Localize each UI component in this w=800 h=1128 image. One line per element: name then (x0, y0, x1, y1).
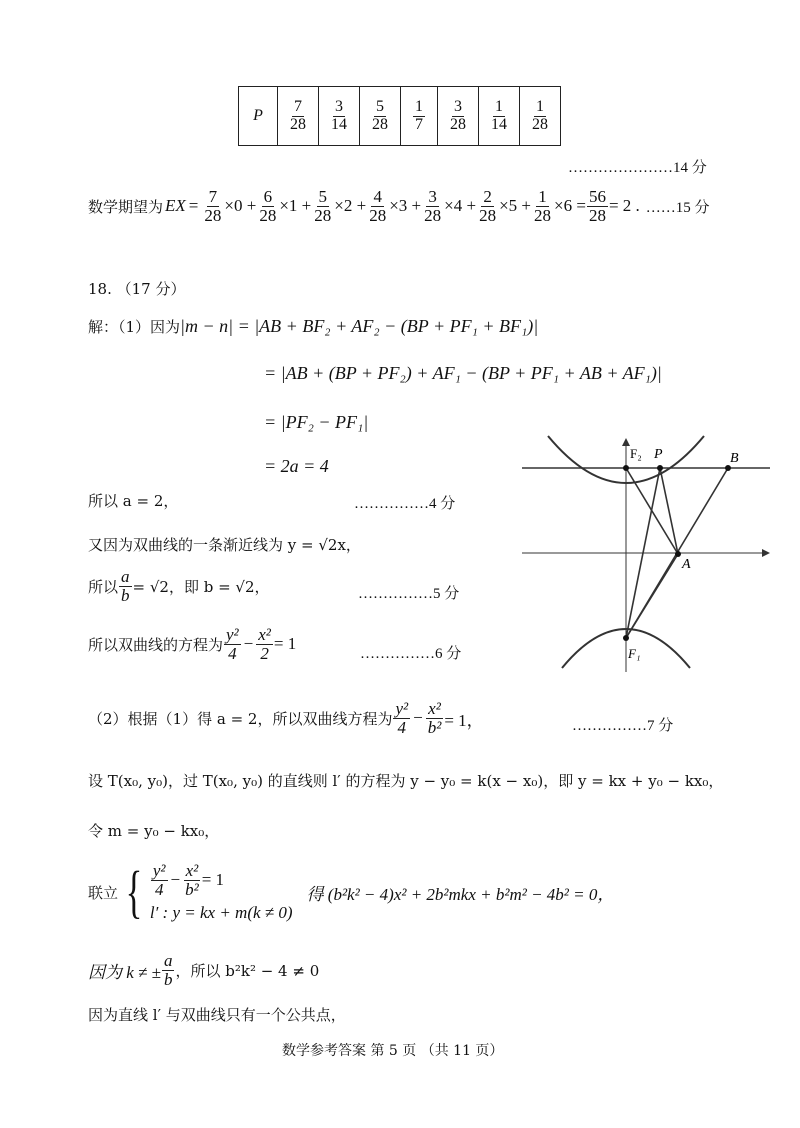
hyperbola-diagram (518, 428, 774, 676)
term-fraction: $\frac{4}{28}$ (369, 187, 387, 225)
line-a: 所以 a = 2， (88, 492, 179, 510)
term-op: ×0 + (224, 196, 257, 216)
point-p (657, 465, 663, 471)
line-k-prefix: 因为 k ≠ ± (88, 962, 161, 982)
table-cell: $\frac{1}{7}$ (401, 87, 438, 146)
table-row (239, 87, 561, 146)
label-a: A (682, 557, 691, 572)
fraction-x2-over-b2: $\frac{\text{x²}}{\text{b²}}$ (185, 861, 199, 899)
part2-prefix: （2）根据（1）得 a = 2，所以双曲线方程为 (88, 709, 393, 728)
segment-p-a (660, 468, 678, 554)
question-heading: 18. （17 分） (88, 280, 186, 298)
score-14: …………………14 分 (568, 160, 707, 176)
term-op: ×2 + (334, 196, 367, 216)
part2-line (88, 700, 484, 737)
system-eq-1 (150, 862, 293, 899)
label-p: P (654, 447, 663, 462)
line-equation-prefix: 所以双曲线的方程为 (88, 635, 224, 654)
line-equation (88, 626, 296, 663)
score-15: ……15 分 (645, 199, 710, 216)
table-cell: $\frac{1}{14}$ (479, 87, 520, 146)
term-fraction: $\frac{56}{28}$ (588, 187, 606, 225)
line-b (88, 568, 270, 605)
line-k (88, 952, 319, 989)
fraction-y2-over-4: $\frac{\text{y²}}{4}$ (152, 861, 166, 899)
score-7: ……………7 分 (572, 718, 674, 734)
term-op: ×5 + (499, 196, 532, 216)
term-fraction: $\frac{2}{28}$ (479, 187, 497, 225)
line-asymptote: 又因为双曲线的一条渐近线为 y = √2x， (88, 536, 361, 554)
fraction-a-over-b: $\frac{a}{b}$ (163, 951, 173, 989)
line-last: 因为直线 l′ 与双曲线只有一个公共点， (88, 1006, 346, 1024)
line-equation-suffix: = 1 (273, 634, 297, 654)
system-block (88, 859, 615, 925)
line-m: 令 m = y₀ − kx₀， (88, 822, 220, 840)
expectation-prefix: 数学期望为 (88, 197, 164, 216)
equation-2: = |AB + (BP + PF₂) + AF₁ − (BP + PF₁ + AB + AF₁)| (264, 363, 662, 383)
system-result (307, 880, 615, 905)
fraction-x2-over-b2: $\frac{\text{x²}}{\text{b²}}$ (427, 699, 442, 737)
point-f2 (623, 465, 629, 471)
part1-intro: 解：（1）因为 (88, 318, 181, 336)
equals-sign: = (188, 196, 199, 216)
term-fraction: $\frac{5}{28}$ (314, 187, 332, 225)
system-eq-2: l′ : y = kx + m(k ≠ 0) (149, 902, 293, 922)
system-equations (150, 862, 293, 923)
term-fraction: $\frac{3}{28}$ (424, 187, 442, 225)
fraction-y2-over-4: $\frac{\text{y²}}{4}$ (395, 699, 409, 737)
label-f2: F₂ (630, 446, 642, 461)
minus-sign: − (243, 634, 254, 654)
line-b-suffix: = √2，即 b = √2， (132, 577, 270, 596)
term-op: = 2 . (608, 196, 640, 216)
score-4: ……………4 分 (354, 496, 456, 512)
y-axis-arrow (622, 438, 630, 446)
term-op: ×1 + (279, 196, 312, 216)
equation-3: = |PF₂ − PF₁| (264, 412, 369, 432)
table-cell: $\frac{1}{28}$ (520, 87, 561, 146)
fraction-a-over-b: $\frac{a}{b}$ (121, 567, 130, 605)
label-b: B (730, 451, 739, 466)
term-fraction: $\frac{7}{28}$ (204, 187, 222, 225)
line-b-prefix: 所以 (88, 577, 119, 596)
left-brace: { (125, 859, 143, 925)
table-cell: $\frac{5}{28}$ (360, 87, 401, 146)
system-label: 联立 (88, 883, 119, 902)
equation-1: |m − n| = |AB + BF₂ + AF₂ − (BP + PF₁ + BF₁)| (180, 316, 539, 336)
minus-sign: − (413, 708, 423, 728)
point-a (675, 551, 681, 557)
system-eq-1-suffix: = 1 (201, 870, 225, 890)
minus-sign: − (170, 870, 181, 890)
table-label: P (239, 87, 278, 146)
probability-table (238, 86, 561, 146)
line-t: 设 T(x₀, y₀)，过 T(x₀, y₀) 的直线则 l′ 的方程为 y − y₀ = k(x − x₀)，即 y = kx + y₀ − kx₀， (88, 772, 724, 790)
term-op: ×4 + (444, 196, 477, 216)
term-fraction: $\frac{6}{28}$ (259, 187, 277, 225)
equation-4: = 2a = 4 (264, 456, 329, 476)
table-cell: $\frac{7}{28}$ (278, 87, 319, 146)
expectation-symbol: EX (165, 196, 186, 216)
system-result-text: 得 (b²k² − 4)x² + 2b²mkx + b²m² − 4b² = 0， (306, 884, 615, 904)
score-6: ……………6 分 (360, 646, 462, 662)
eq-line-1 (88, 316, 538, 337)
table-cell: $\frac{3}{14}$ (319, 87, 360, 146)
fraction-y2-over-4: $\frac{\text{y²}}{4}$ (226, 625, 239, 663)
term-fraction: $\frac{1}{28}$ (534, 187, 552, 225)
x-axis-arrow (762, 549, 770, 557)
part2-suffix: = 1， (444, 710, 484, 730)
term-op: ×6 = (554, 196, 586, 216)
expectation-line (88, 188, 710, 225)
label-f1: F₁ (628, 646, 641, 661)
score-5: ……………5 分 (358, 586, 460, 602)
page-footer: 数学参考答案 第 5 页 （共 11 页） (282, 1043, 504, 1059)
line-k-suffix: ，所以 b²k² − 4 ≠ 0 (175, 961, 320, 980)
term-op: ×3 + (389, 196, 422, 216)
fraction-x2-over-2: $\frac{\text{x²}}{2}$ (258, 625, 271, 663)
point-f1 (623, 635, 629, 641)
table-cell: $\frac{3}{28}$ (438, 87, 479, 146)
